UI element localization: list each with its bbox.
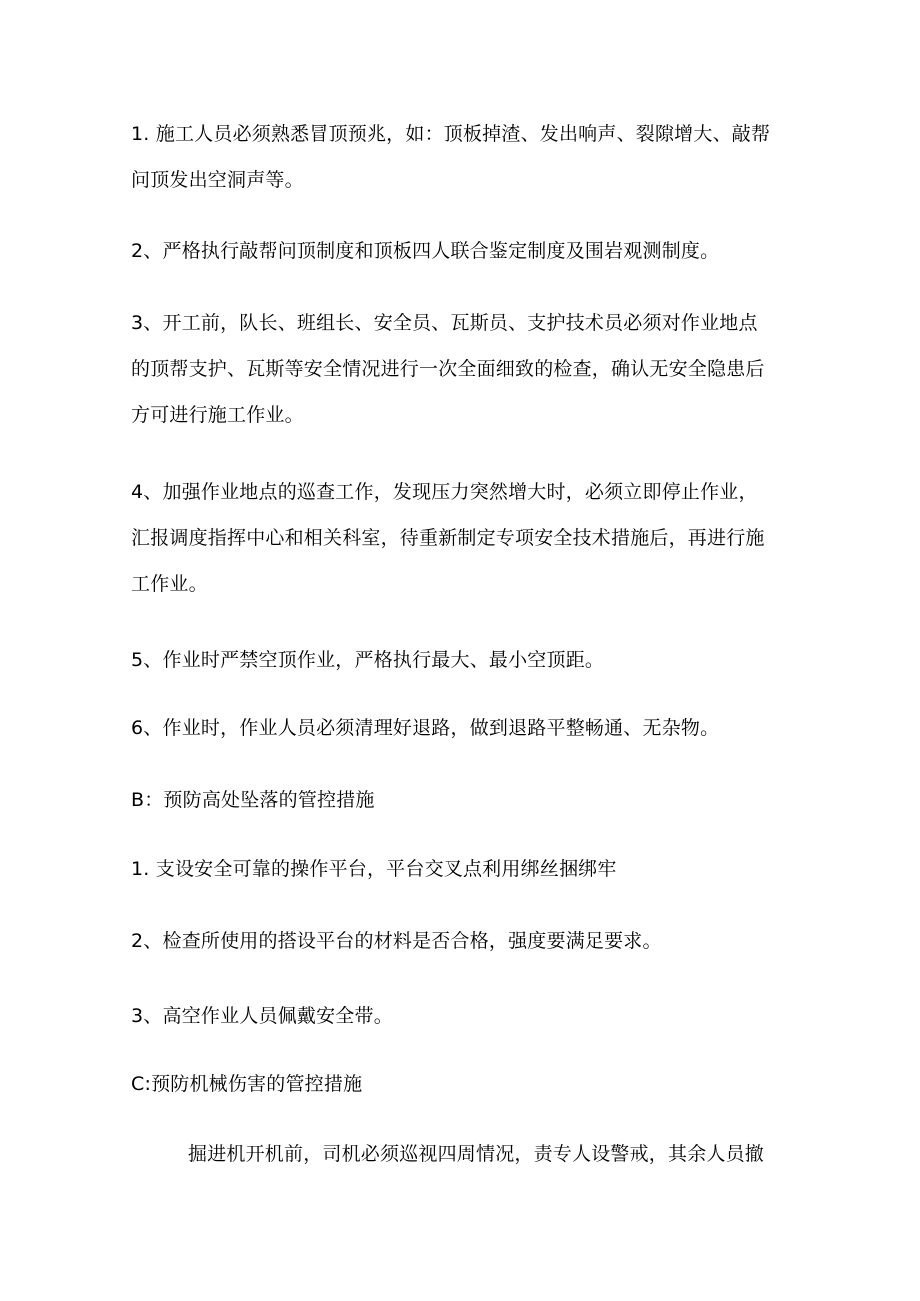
- text-line: 问顶发出空洞声等。: [131, 169, 304, 191]
- paragraph-platform: [131, 846, 793, 892]
- text-line: 2、严格执行敲帮问顶制度和顶板四人联合鉴定制度及围岩观测制度。: [131, 240, 720, 262]
- text-line: 1. 施工人员必须熟悉冒顶预兆，如：顶板掉渣、发出响声、裂隙增大、敲帮: [131, 123, 771, 145]
- paragraph-roof-fall-signs: [131, 111, 793, 203]
- section-heading-fall-prevention: [131, 777, 793, 823]
- text-line: C:预防机械伤害的管控措施: [131, 1073, 363, 1095]
- paragraph-safety-belt: [131, 993, 793, 1039]
- text-line: 3、开工前，队长、班组长、安全员、瓦斯员、支护技术员必须对作业地点: [131, 312, 758, 334]
- paragraph-roadheader-start: [131, 1131, 793, 1177]
- text-line: 1. 支设安全可靠的操作平台，平台交叉点利用绑丝捆绑牢: [131, 858, 617, 880]
- text-line: 汇报调度指挥中心和相关科室，待重新制定专项安全技术措施后，再进行施: [131, 527, 765, 549]
- paragraph-patrol-pressure: [131, 469, 793, 607]
- text-line: 工作业。: [131, 573, 208, 595]
- text-line: 3、高空作业人员佩戴安全带。: [131, 1005, 393, 1027]
- section-heading-mechanical-injury: [131, 1061, 793, 1107]
- paragraph-pre-work-check: [131, 300, 793, 438]
- paragraph-no-empty-roof: [131, 637, 793, 683]
- text-line: 4、加强作业地点的巡查工作，发现压力突然增大时，必须立即停止作业，: [131, 481, 758, 503]
- paragraph-platform-materials: [131, 918, 793, 964]
- paragraph-escape-route: [131, 705, 793, 751]
- text-line: 2、检查所使用的搭设平台的材料是否合格，强度要满足要求。: [131, 930, 662, 952]
- text-line: 6、作业时，作业人员必须清理好退路，做到退路平整畅通、无杂物。: [131, 717, 720, 739]
- text-line: 的顶帮支护、瓦斯等安全情况进行一次全面细致的检查，确认无安全隐患后: [131, 358, 765, 380]
- text-line: 掘进机开机前，司机必须巡视四周情况，责专人设警戒，其余人员撤: [188, 1143, 765, 1165]
- text-line: B：预防高处坠落的管控措施: [131, 789, 375, 811]
- text-line: 方可进行施工作业。: [131, 404, 304, 426]
- paragraph-roof-inspection-system: [131, 228, 793, 274]
- text-line: 5、作业时严禁空顶作业，严格执行最大、最小空顶距。: [131, 649, 605, 671]
